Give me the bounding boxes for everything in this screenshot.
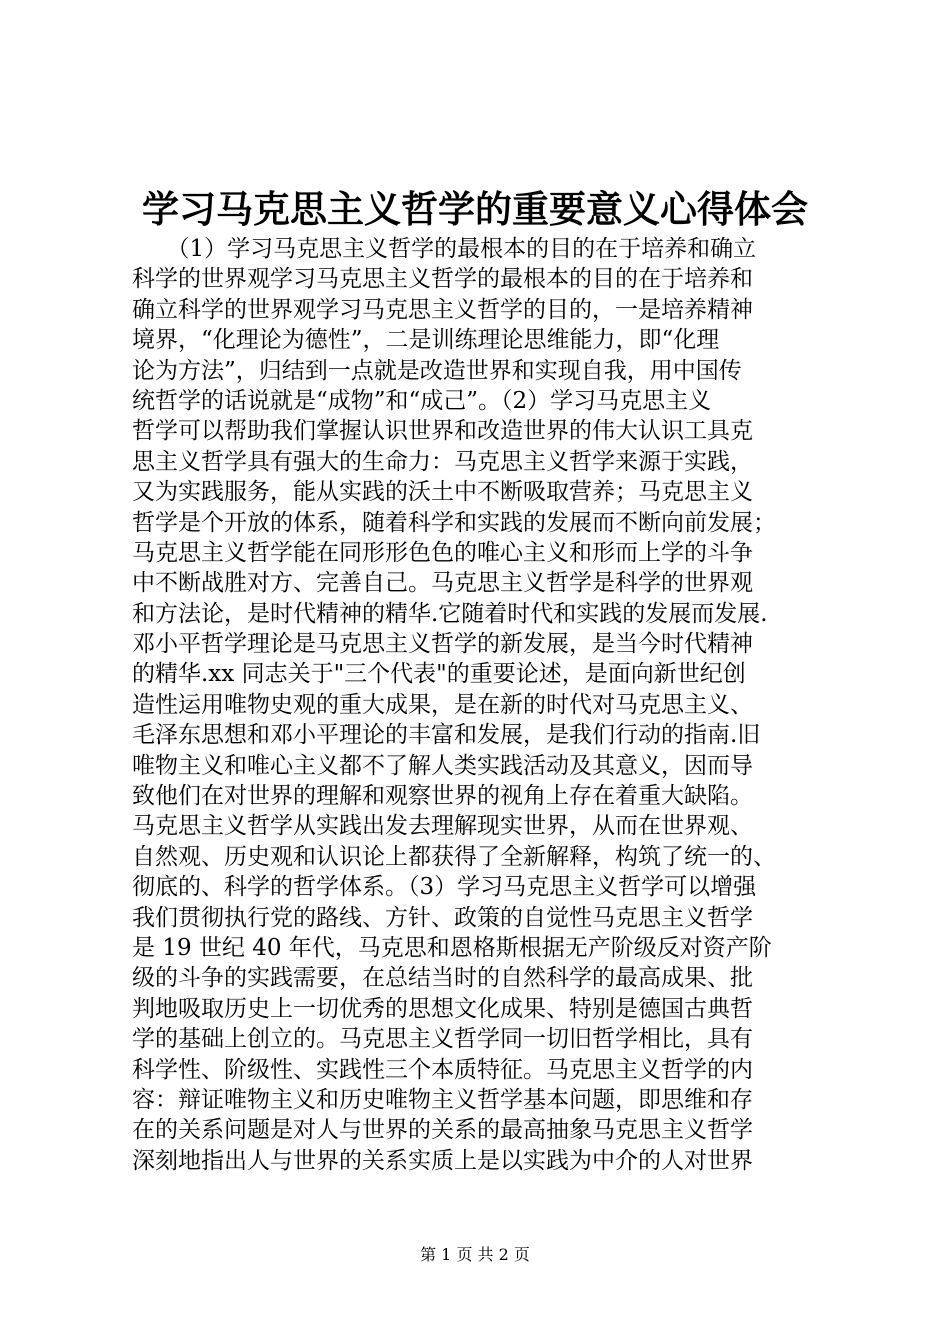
body-text-line: 邓小平哲学理论是马克思主义哲学的新发展，是当今时代精神 [132, 631, 753, 658]
body-text-line: 思主义哲学具有强大的生命力：马克思主义哲学来源于实践， [132, 448, 753, 475]
body-text-line: 自然观、历史观和认识论上都获得了全新解释，构筑了统一的、 [132, 843, 776, 870]
body-text-line: 深刻地指出人与世界的关系实质上是以实践为中介的人对世界 [132, 1147, 753, 1174]
page-footer: 第 1 页 共 2 页 [420, 1245, 530, 1264]
body-text-line: 论为方法”，归结到一点就是改造世界和实现自我，用中国传 [132, 357, 742, 384]
body-text-line: 判地吸取历史上一切优秀的思想文化成果、特别是德国古典哲 [132, 995, 753, 1022]
body-text-line: 确立科学的世界观学习马克思主义哲学的目的，一是培养精神 [132, 296, 753, 323]
body-text-line: 我们贯彻执行党的路线、方针、政策的自觉性马克思主义哲学 [132, 904, 753, 931]
body-text-line: 又为实践服务，能从实践的沃土中不断吸取营养；马克思主义 [132, 479, 753, 506]
body-text-line: 造性运用唯物史观的重大成果，是在新的时代对马克思主义、 [132, 691, 753, 718]
body-text-line: 科学性、阶级性、实践性三个本质特征。马克思主义哲学的内 [132, 1056, 753, 1083]
document-body [132, 234, 832, 1176]
body-text-line: 中不断战胜对方、完善自己。马克思主义哲学是科学的世界观 [132, 570, 753, 597]
body-text-line: 马克思主义哲学能在同形形色色的唯心主义和形而上学的斗争 [132, 539, 753, 566]
body-text-line: 马克思主义哲学从实践出发去理解现实世界，从而在世界观、 [132, 813, 753, 840]
body-text-line: 境界，“化理论为德性”，二是训练理论思维能力，即“化理 [132, 327, 720, 354]
body-text-line: 毛泽东思想和邓小平理论的丰富和发展，是我们行动的指南.旧 [132, 722, 761, 749]
body-text-line: 和方法论，是时代精神的精华.它随着时代和实践的发展而发展. [132, 600, 768, 627]
body-text-line: 容：辩证唯物主义和历史唯物主义哲学基本问题，即思维和存 [132, 1086, 753, 1113]
body-text-line: 哲学可以帮助我们掌握认识世界和改造世界的伟大认识工具克 [132, 418, 753, 445]
body-text-line: （1）学习马克思主义哲学的最根本的目的在于培养和确立 [132, 236, 757, 262]
body-text-line: 唯物主义和唯心主义都不了解人类实践活动及其意义，因而导 [132, 752, 753, 779]
body-text-line: 科学的世界观学习马克思主义哲学的最根本的目的在于培养和 [132, 266, 753, 293]
body-text-line: 彻底的、科学的哲学体系。（3）学习马克思主义哲学可以增强 [132, 874, 757, 901]
body-text-line: 在的关系问题是对人与世界的关系的最高抽象马克思主义哲学 [132, 1117, 753, 1144]
document-title: 学习马克思主义哲学的重要意义心得体会 [142, 187, 808, 231]
body-text-line: 致他们在对世界的理解和观察世界的视角上存在着重大缺陷。 [132, 783, 753, 810]
body-text-line: 哲学是个开放的体系，随着科学和实践的发展而不断向前发展； [132, 509, 776, 536]
body-text-line: 的精华.xx 同志关于"三个代表"的重要论述，是面向新世纪创 [132, 661, 746, 688]
body-text-line: 级的斗争的实践需要，在总结当时的自然科学的最高成果、批 [132, 965, 753, 992]
body-text-line: 是 19 世纪 40 年代，马克思和恩格斯根据无产阶级反对资产阶 [132, 934, 772, 961]
body-text-line: 统哲学的话说就是“成物”和“成己”。（2）学习马克思主义 [132, 387, 712, 414]
body-text-line: 学的基础上创立的。马克思主义哲学同一切旧哲学相比，具有 [132, 1026, 753, 1053]
